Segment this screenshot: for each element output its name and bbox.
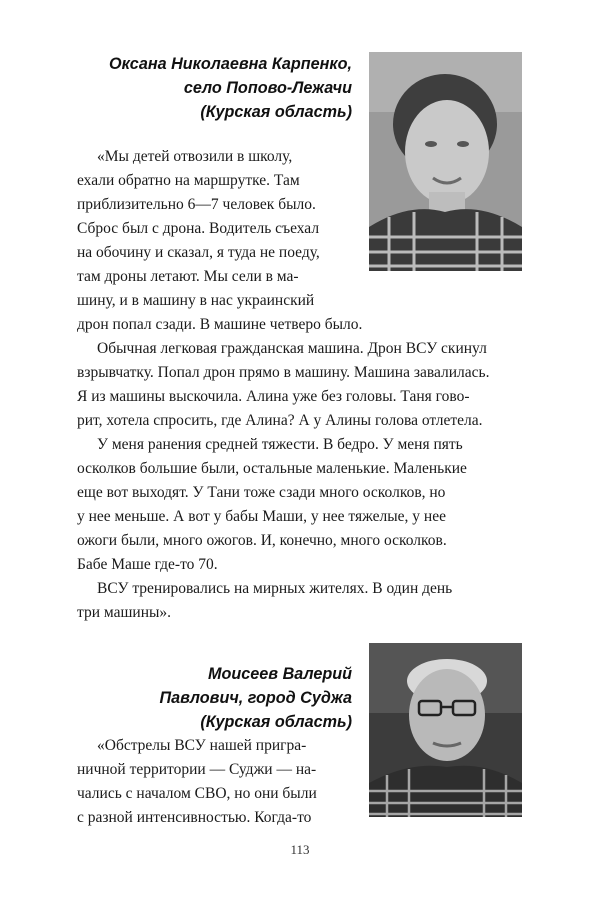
- text-line: осколков большие были, остальные маленькие. Маленькие: [77, 460, 467, 477]
- text-line: «Обстрелы ВСУ нашей пригра-: [97, 737, 307, 754]
- text-line: ожоги были, много ожогов. И, конечно, много осколков.: [77, 532, 447, 549]
- text-line: Я из машины выскочила. Алина уже без головы. Таня гово-: [77, 388, 470, 405]
- text-line: Бабе Маше где-то 70.: [77, 556, 218, 573]
- text-line: у нее меньше. А вот у бабы Маши, у нее тяжелые, у нее: [77, 508, 446, 525]
- text-line: рит, хотела спросить, где Алина? А у Алины голова отлетела.: [77, 412, 483, 429]
- text-line: ехали обратно на маршрутке. Там: [77, 172, 300, 189]
- text-line: приблизительно 6—7 человек было.: [77, 196, 316, 213]
- section2-heading: [160, 662, 353, 734]
- section1-heading: [109, 52, 352, 124]
- text-line: дрон попал сзади. В машине четверо было.: [77, 316, 363, 333]
- section2-heading-line: (Курская область): [200, 713, 352, 731]
- text-line: У меня ранения средней тяжести. В бедро. У меня пять: [97, 436, 463, 453]
- text-line: там дроны летают. Мы сели в ма-: [77, 268, 299, 285]
- karpenko-photo: [369, 52, 522, 271]
- section2-heading-line: Павлович, город Суджа: [159, 689, 352, 707]
- page-number: 113: [290, 842, 310, 857]
- text-line: чались с началом СВО, но они были: [77, 785, 317, 802]
- karpenko-portrait-image: [369, 52, 522, 271]
- text-line: ВСУ тренировались на мирных жителях. В один день: [97, 580, 453, 597]
- section1-heading-line: Оксана Николаевна Карпенко,: [109, 55, 352, 73]
- text-line: еще вот выходят. У Тани тоже сзади много осколков, но: [77, 484, 446, 501]
- moiseev-portrait-image: [369, 643, 522, 817]
- text-line: три машины».: [77, 604, 172, 621]
- moiseev-photo: [369, 643, 522, 817]
- text-line: взрывчатку. Попал дрон прямо в машину. Машина завалилась.: [77, 364, 490, 381]
- text-line: Сброс был с дрона. Водитель съехал: [77, 220, 320, 237]
- text-line: ничной территории — Суджи — на-: [77, 761, 317, 778]
- text-line: с разной интенсивностью. Когда-то: [77, 809, 312, 826]
- text-line: Обычная легковая гражданская машина. Дрон ВСУ скинул: [97, 340, 487, 357]
- text-line: на обочину и сказал, я туда не поеду,: [77, 244, 320, 261]
- section2-heading-line: Моисеев Валерий: [208, 665, 352, 683]
- text-line: «Мы детей отвозили в школу,: [97, 148, 293, 165]
- text-line: шину, и в машину в нас украинский: [77, 292, 315, 309]
- section1-heading-line: (Курская область): [200, 103, 352, 121]
- section1-heading-line: село Попово-Лежачи: [183, 79, 352, 97]
